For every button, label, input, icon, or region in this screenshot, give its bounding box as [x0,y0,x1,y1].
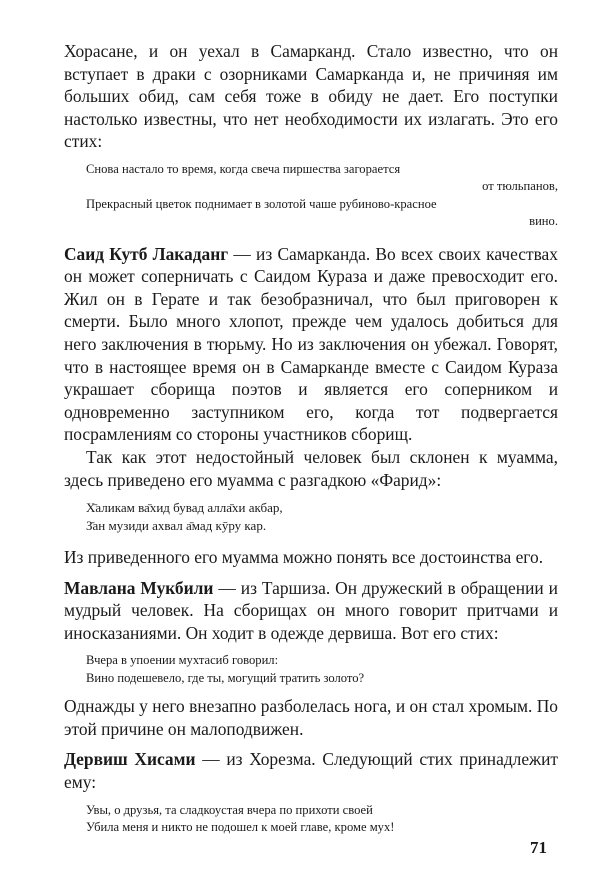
author-name: Саид Кутб Лакаданг [64,243,229,264]
paragraph-said-kutb [64,243,558,446]
verse-candle [64,161,558,231]
verse-line: Убила меня и никто не подошел к моей главе, кроме мух! [86,819,395,834]
verse-line: Увы, о друзья, та сладкоустая вчера по прихоти своей [86,802,373,817]
verse-muamma [64,499,558,534]
paragraph-muamma-intro: Так как этот недостойный человек был склонен к муамма, здесь приведено его муамма с разгадкою «Фарид»: [64,446,558,490]
verse-line: Х̄аликам ва̄хид бувад алла̄хи акбар, [86,500,283,516]
verse-line: Вино подешевело, где ты, могущий тратить золото? [86,670,365,685]
paragraph-muamma-conclusion: Из приведенного его муамма можно понять все достоинства его. [64,546,544,567]
verse-line: Снова настало то время, когда свеча пиршества загорается [86,161,401,176]
verse-line-continuation: от тюльпанов, [482,179,558,194]
paragraph-illness: Однажды у него внезапно разболелась нога, и он стал хромым. По этой причине он малоподвижен. [64,696,558,739]
verse-line: Прекрасный цветок поднимает в золотой чаше рубиново-красное [86,196,437,211]
author-name: Мавлана Мукбили [64,577,214,598]
paragraph-text: — из Хорезма. Следующий стих принадлежит ему: [64,749,558,792]
paragraph-khorasan: Хорасане, и он уехал в Самарканд. Стало известно, что он вступает в драки с озорниками Самарканда и, не причиняя им больших обид, сам себя тоже в обиду не дает. Его поступки настолько известны, что нет необходимости их излагать. Это его стих: [64,41,558,152]
verse-line-continuation: вино. [529,214,558,229]
verse-muhtasib [64,652,558,687]
verse-friends [64,802,558,837]
author-name: Дервиш Хисами [64,749,196,770]
paragraph-text: — из Таршиза. Он дружеский в обращении и мудрый человек. На сборищах он много говорит притчами и иносказаниями. Он ходит в одежде дервиша. Вот его стих: [64,577,558,643]
paragraph-mukbili [64,577,558,645]
page-number: 71 [530,838,547,857]
verse-line: З̄ан музиди ахвал а̄мад кӯру кар. [86,517,267,533]
paragraph-hisami [64,748,558,793]
paragraph-text: — из Самарканда. Во всех своих качествах он может соперничать с Саидом Кураза и даже превосходит его. Жил он в Герате и так безобразничал, что был приговорен к смерти. Было много хлопот, прежде чем удалось добиться для него заключения в тюрьму. Но из заключения он убежал. Говорят, что в настоящее время он в Самарканде вместе с Саидом Кураза украшает сборища поэтов и является его соперником и одновременно заступником его, когда тот подвергается посрамлениям со стороны участников сборищ. [64,243,558,445]
verse-line: Вчера в упоении мухтасиб говорил: [86,653,279,668]
book-page [64,40,558,836]
